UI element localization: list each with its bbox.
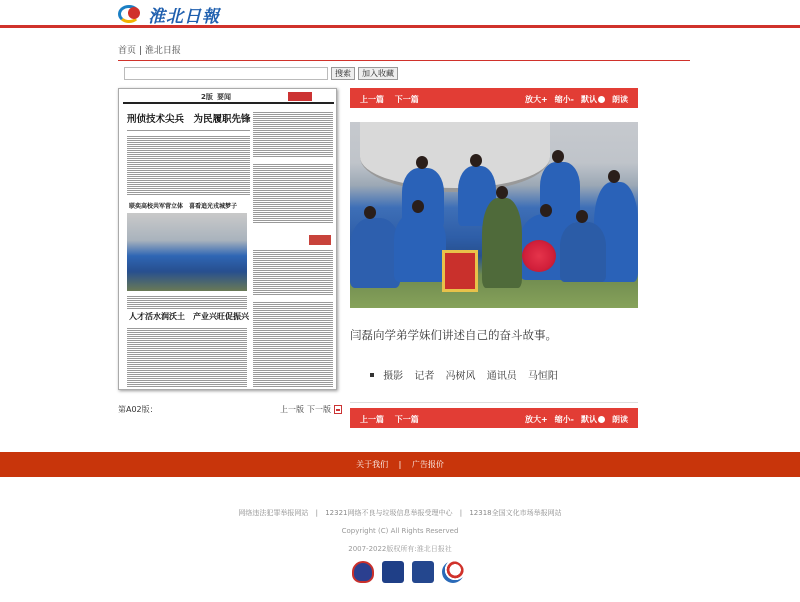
zoom-in-button[interactable]: 放大+ (524, 415, 548, 424)
default-icon (598, 96, 605, 103)
photo-certificate (442, 250, 478, 292)
footer-separator: | (398, 460, 402, 469)
zoom-in-button[interactable]: 放大+ (524, 95, 548, 104)
page-navigation (280, 404, 342, 415)
breadcrumb-separator: | (138, 46, 142, 56)
ad-pricing-link[interactable]: 广告报价 (411, 460, 444, 469)
copyright-text: Copyright (C) All Rights Reserved (341, 527, 459, 535)
breadcrumb (118, 43, 181, 56)
about-us-link[interactable]: 关于我们 (356, 460, 389, 469)
article-divider (350, 402, 638, 403)
certification-badge-icon[interactable] (412, 561, 434, 583)
default-size-button[interactable]: 默认 (581, 94, 605, 105)
article-toolbar-top (350, 88, 638, 108)
pdf-download-icon[interactable] (334, 405, 342, 414)
zoom-out-button[interactable]: 缩小- (554, 415, 574, 424)
paper-photo[interactable] (127, 213, 247, 291)
zoom-out-button[interactable]: 缩小- (554, 95, 574, 104)
paper-subhead[interactable]: 联奕高校共军营立体 喜看追光戎城梦子 (129, 203, 238, 210)
next-article-link[interactable]: 下一篇 (394, 95, 419, 104)
footer-link[interactable]: 12321网络不良与垃圾信息举报受理中心 (325, 509, 453, 517)
paper-masthead (123, 92, 334, 104)
footer-link[interactable]: 12318全国文化市场举报网站 (469, 509, 562, 517)
footer-links: 网络违法犯罪举报网站 | 12321网络不良与垃圾信息举报受理中心 | 12318全国文化市场举报网站 (238, 509, 562, 517)
read-aloud-button[interactable]: 朗读 (612, 95, 628, 104)
next-page-link[interactable]: 下一版 (307, 405, 331, 414)
report-center-badge-icon[interactable] (442, 561, 464, 583)
certification-badge-icon[interactable] (382, 561, 404, 583)
certification-badges (352, 561, 464, 583)
newspaper-page-thumbnail[interactable] (118, 88, 337, 390)
default-icon (598, 416, 605, 423)
paper-photo-caption (127, 295, 247, 309)
breadcrumb-home-link[interactable]: 首页 (118, 46, 137, 56)
next-article-link[interactable]: 下一篇 (394, 415, 419, 424)
page-label: 第A02版： (118, 405, 158, 414)
police-badge-icon[interactable] (352, 561, 374, 583)
search-input[interactable] (124, 67, 328, 80)
paper-text-column (253, 111, 333, 157)
search-bar (124, 67, 398, 80)
photo-flowers (522, 240, 556, 272)
default-size-button[interactable]: 默认 (581, 414, 605, 425)
breadcrumb-divider (118, 60, 690, 61)
paper-brand-mark (288, 92, 312, 101)
logo-text: 淮北日報 (148, 6, 220, 27)
paper-text-column (253, 163, 333, 223)
article-caption: 闫磊向学弟学妹们讲述自己的奋斗故事。 (350, 328, 557, 342)
article-toolbar-bottom (350, 408, 638, 428)
paper-page-number: 2版 (201, 93, 213, 101)
paper-section: 要闻 (217, 93, 231, 101)
paper-ad-box (309, 235, 331, 245)
breadcrumb-current[interactable]: 淮北日报 (144, 46, 181, 56)
add-bookmark-button[interactable]: 加入收藏 (358, 67, 398, 80)
paper-text-column (127, 135, 250, 195)
article-photo[interactable] (350, 122, 638, 308)
paper-headline-2[interactable]: 人才活水润沃土 产业兴旺促振兴 (129, 311, 249, 321)
site-logo[interactable] (118, 2, 220, 26)
photo-soldier (482, 198, 522, 288)
top-header (0, 0, 800, 28)
search-button[interactable]: 搜索 (331, 67, 355, 80)
paper-text-column (253, 301, 333, 387)
paper-text-column (253, 249, 333, 295)
read-aloud-button[interactable]: 朗读 (612, 415, 628, 424)
paper-text-column (127, 327, 247, 387)
footer-link[interactable]: 网络违法犯罪举报网站 (238, 509, 309, 517)
newspaper-logo-icon (118, 3, 146, 25)
bullet-icon (370, 373, 374, 377)
footer-bar (0, 452, 800, 477)
prev-article-link[interactable]: 上一篇 (360, 95, 384, 104)
copyright-owner: 2007-2022版权所有:淮北日报社 (348, 545, 452, 553)
prev-page-link[interactable]: 上一版 (280, 405, 304, 414)
paper-headline-1[interactable]: 刑侦技术尖兵 为民履职先锋 (127, 114, 251, 125)
paper-subtitle-line (127, 129, 250, 131)
prev-article-link[interactable]: 上一篇 (360, 415, 384, 424)
article-byline: 摄影 记者 冯树风 通讯员 马恒阳 (370, 367, 566, 382)
photo-building (360, 122, 550, 192)
